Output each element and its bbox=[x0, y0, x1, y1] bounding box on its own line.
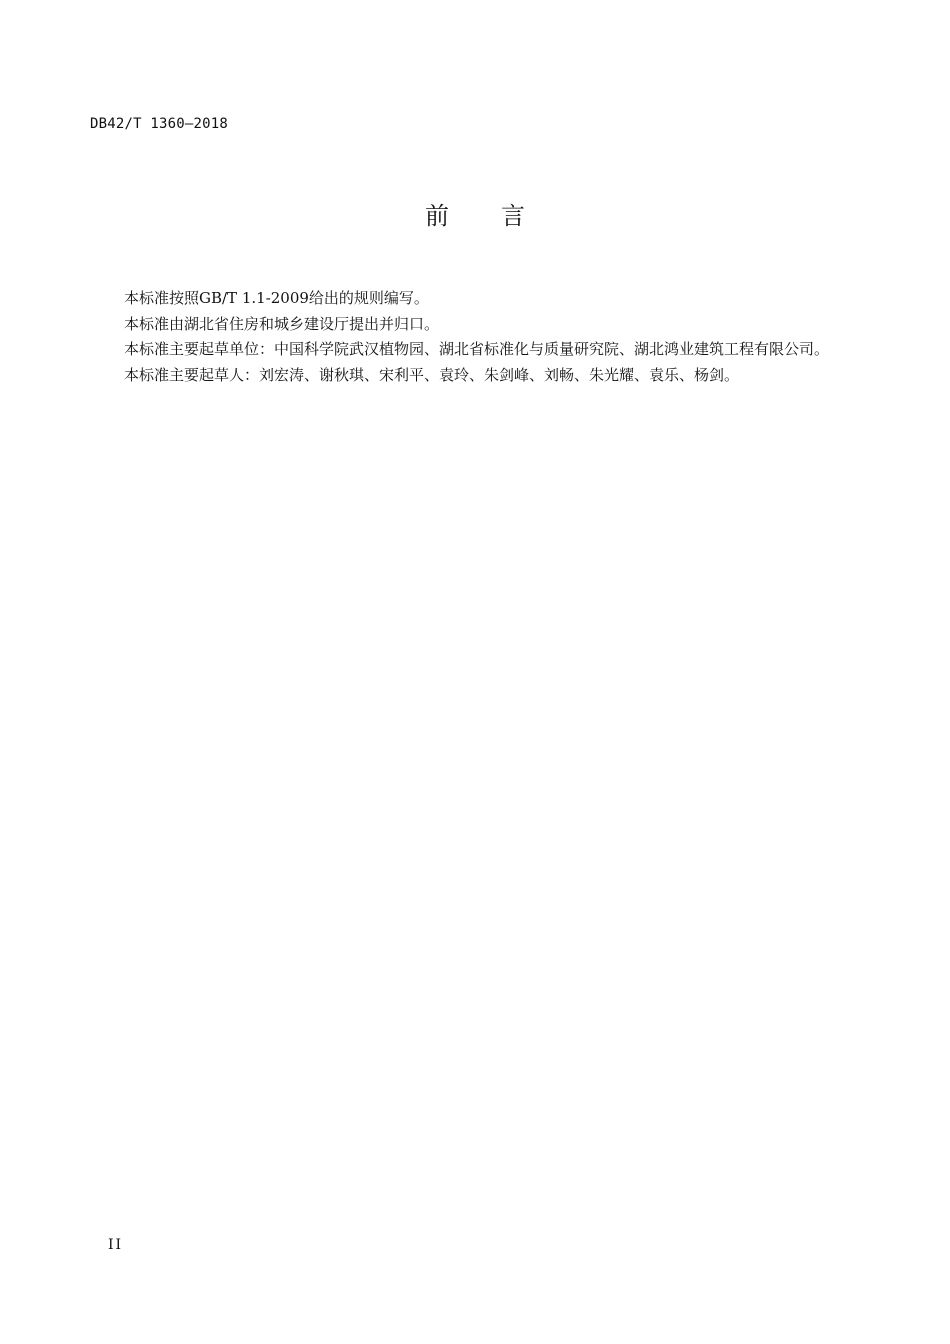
paragraph-drafters: 本标准主要起草人：刘宏涛、谢秋琪、宋利平、袁玲、朱剑峰、刘畅、朱光耀、袁乐、杨剑。 bbox=[124, 365, 740, 384]
page-title: 前言 bbox=[425, 202, 577, 230]
paragraph-drafting-rules: 本标准按照GB/T 1.1-2009给出的规则编写。 bbox=[124, 289, 429, 307]
document-code: DB42/T 1360—2018 bbox=[90, 116, 229, 132]
foreword-body bbox=[90, 286, 850, 388]
paragraph-proposer: 本标准由湖北省住房和城乡建设厅提出并归口。 bbox=[124, 314, 440, 333]
page-number: II bbox=[108, 1237, 124, 1253]
paragraph-drafting-units: 本标准主要起草单位：中国科学院武汉植物园、湖北省标准化与质量研究院、湖北鸿业建筑工程有限公司。 bbox=[124, 340, 830, 358]
